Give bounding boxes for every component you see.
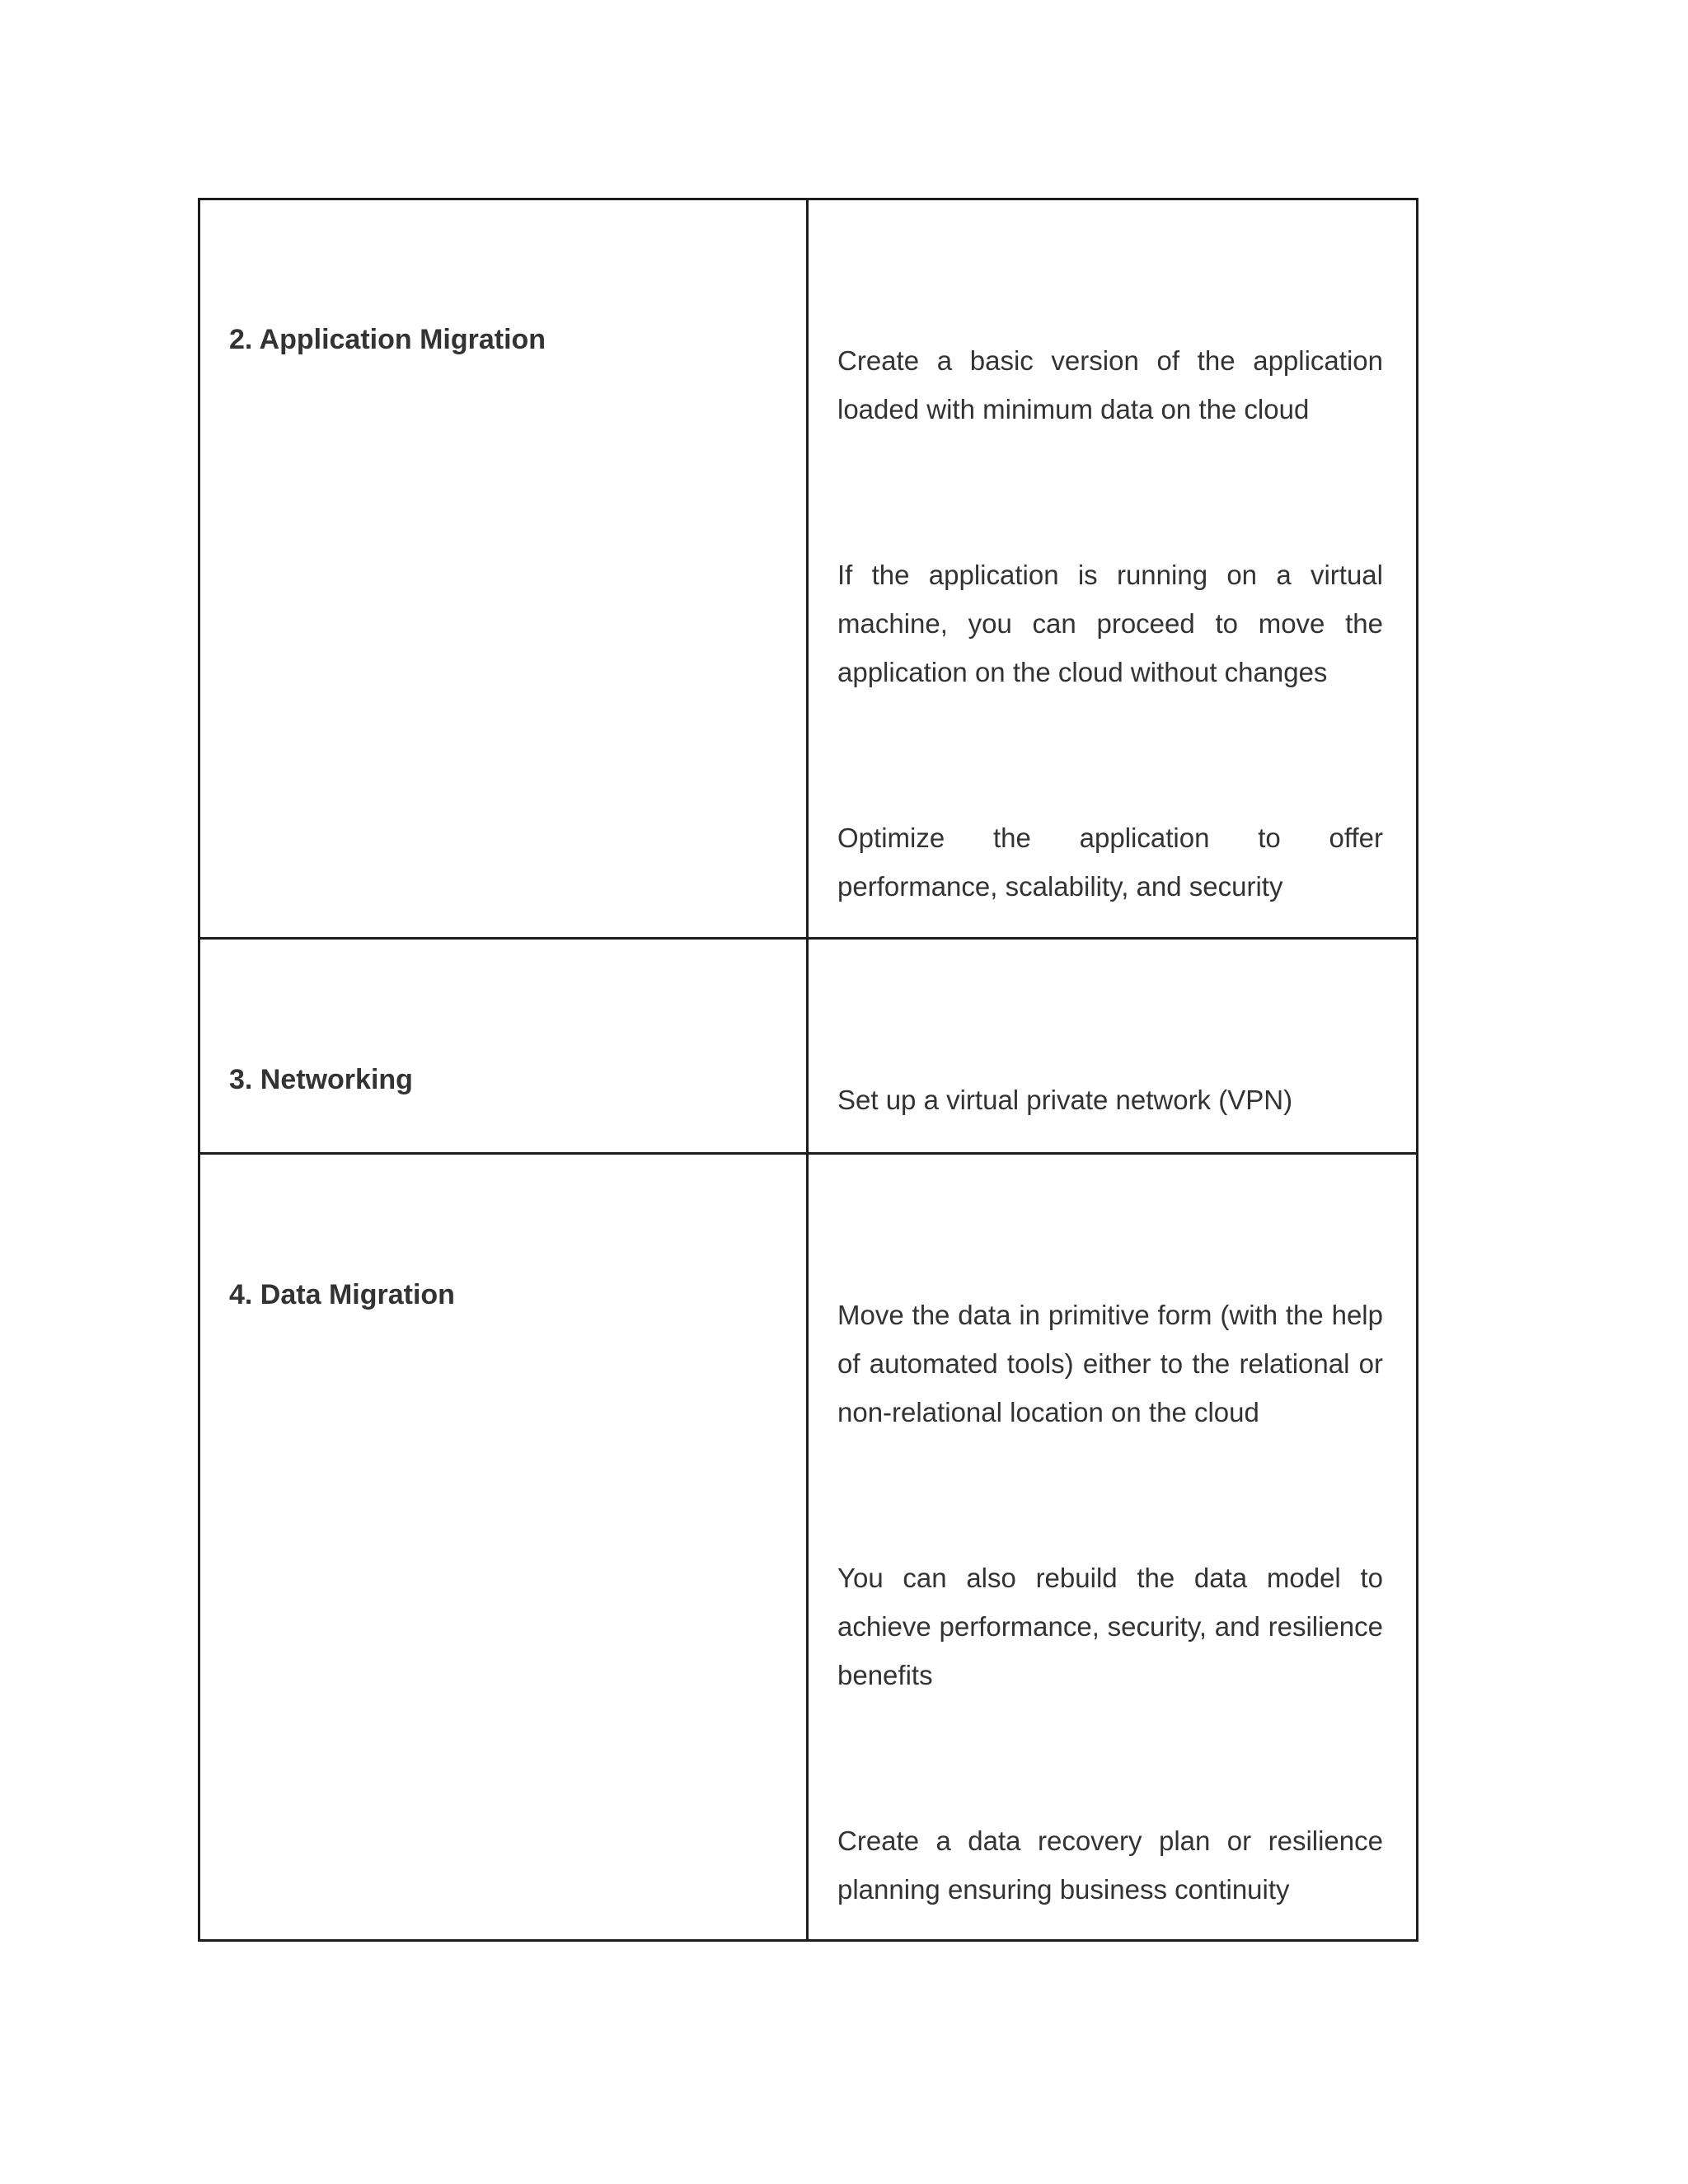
description-paragraph: Create a basic version of the application loaded with minimum data on the cloud: [837, 345, 1383, 424]
description-paragraph: You can also rebuild the data model to achieve performance, security, and resilience benefits: [837, 1563, 1383, 1690]
step-title: 2. Application Migration: [229, 324, 546, 355]
step-cell: [199, 1154, 808, 1941]
table-row: [199, 199, 1418, 939]
step-cell: [199, 939, 808, 1154]
description-paragraph: Create a data recovery plan or resilience planning ensuring business continuity: [837, 1825, 1383, 1905]
migration-steps-table: [198, 198, 1418, 1942]
description-paragraph: If the application is running on a virtual machine, you can proceed to move the application on the cloud without changes: [837, 560, 1383, 687]
description-cell: [808, 1154, 1418, 1941]
description-paragraph: Move the data in primitive form (with the help of automated tools) either to the relational or non-relational location on the cloud: [837, 1300, 1383, 1427]
step-cell: [199, 199, 808, 939]
description-cell: [808, 939, 1418, 1154]
description-paragraph: Set up a virtual private network (VPN): [837, 1085, 1293, 1115]
step-title: 3. Networking: [229, 1064, 413, 1095]
description-paragraph: Optimize the application to offer performance, scalability, and security: [837, 823, 1383, 902]
table-row: [199, 939, 1418, 1154]
step-title: 4. Data Migration: [229, 1279, 455, 1310]
description-cell: [808, 199, 1418, 939]
table-row: [199, 1154, 1418, 1941]
